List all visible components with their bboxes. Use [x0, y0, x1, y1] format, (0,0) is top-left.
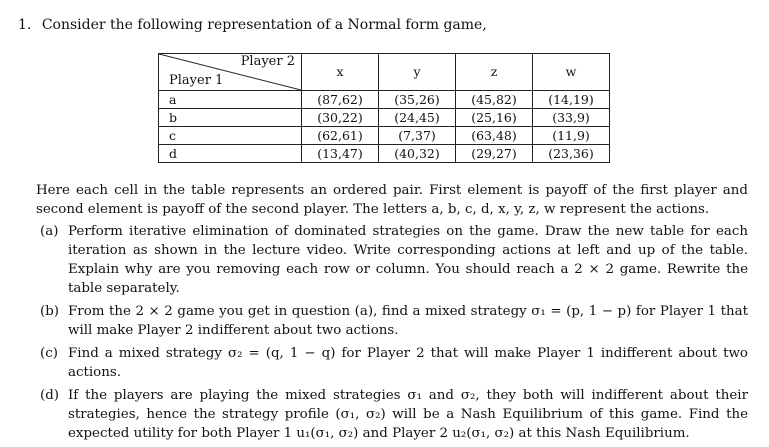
part-a-text: Perform iterative elimination of dominated strategies on the game. Draw the new table for each iteration as shown in the lecture video. Write corresponding actions at left and up of the table. Explain why are you removing each row or column. You should reach a 2 × 2 game. Rewrite the table separately. — [68, 224, 748, 296]
table-corner-cell — [159, 54, 302, 91]
player-1-label: Player 1 — [169, 73, 224, 88]
table-row — [159, 109, 610, 127]
payoff-cell: (11,9) — [533, 127, 610, 145]
list-item — [40, 222, 748, 298]
list-item — [40, 386, 748, 443]
payoff-cell: (7,37) — [379, 127, 456, 145]
intro-paragraph: Here each cell in the table represents an ordered pair. First element is payoff of the first player and second element is payoff of the second player. The letters a, b, c, d, x, y, z, w represent the actions. — [36, 183, 748, 217]
part-b-text: From the 2 × 2 game you get in question (a), find a mixed strategy σ₁ = (p, 1 − p) for Player 1 that will make Player 2 indifferent about two actions. — [68, 304, 748, 338]
row-header-b: b — [159, 109, 302, 127]
payoff-cell: (25,16) — [456, 109, 533, 127]
payoff-cell: (40,32) — [379, 145, 456, 163]
column-header-z: z — [456, 54, 533, 91]
payoff-cell: (45,82) — [456, 91, 533, 109]
row-header-c: c — [159, 127, 302, 145]
question-title — [18, 16, 487, 34]
part-c-label: (c) — [40, 346, 58, 361]
table-header-row — [159, 54, 610, 91]
question-number: 1. — [18, 17, 32, 33]
payoff-cell: (30,22) — [302, 109, 379, 127]
payoff-cell: (14,19) — [533, 91, 610, 109]
list-item — [40, 302, 748, 340]
part-b-label: (b) — [40, 304, 60, 319]
part-a-label: (a) — [40, 224, 59, 239]
table-row — [159, 91, 610, 109]
payoff-cell: (33,9) — [533, 109, 610, 127]
part-c-text: Find a mixed strategy σ₂ = (q, 1 − q) for Player 2 that will make Player 1 indifferent about two actions. — [68, 346, 748, 380]
row-header-a: a — [159, 91, 302, 109]
payoff-cell: (87,62) — [302, 91, 379, 109]
table-row — [159, 145, 610, 163]
column-header-y: y — [379, 54, 456, 91]
payoff-cell: (23,36) — [533, 145, 610, 163]
column-header-x: x — [302, 54, 379, 91]
payoff-cell: (24,45) — [379, 109, 456, 127]
question-parts-list — [40, 222, 748, 447]
payoff-table — [158, 53, 610, 163]
payoff-cell: (13,47) — [302, 145, 379, 163]
question-text: Consider the following representation of a Normal form game, — [41, 17, 487, 33]
table-row — [159, 127, 610, 145]
payoff-cell: (29,27) — [456, 145, 533, 163]
payoff-cell: (63,48) — [456, 127, 533, 145]
payoff-cell: (62,61) — [302, 127, 379, 145]
list-item — [40, 344, 748, 382]
part-d-text: If the players are playing the mixed strategies σ₁ and σ₂, they both will indifferent about their strategies, hence the strategy profile (σ₁, σ₂) will be a Nash Equilibrium of this game. Find the expected utility for both Player 1 u₁(σ₁, σ₂) and Player 2 u₂(σ₁, σ₂) at this Nash Equilibrium. — [68, 388, 748, 441]
player-2-label: Player 2 — [240, 54, 295, 69]
payoff-cell: (35,26) — [379, 91, 456, 109]
part-d-label: (d) — [40, 388, 60, 403]
row-header-d: d — [159, 145, 302, 163]
column-header-w: w — [533, 54, 610, 91]
